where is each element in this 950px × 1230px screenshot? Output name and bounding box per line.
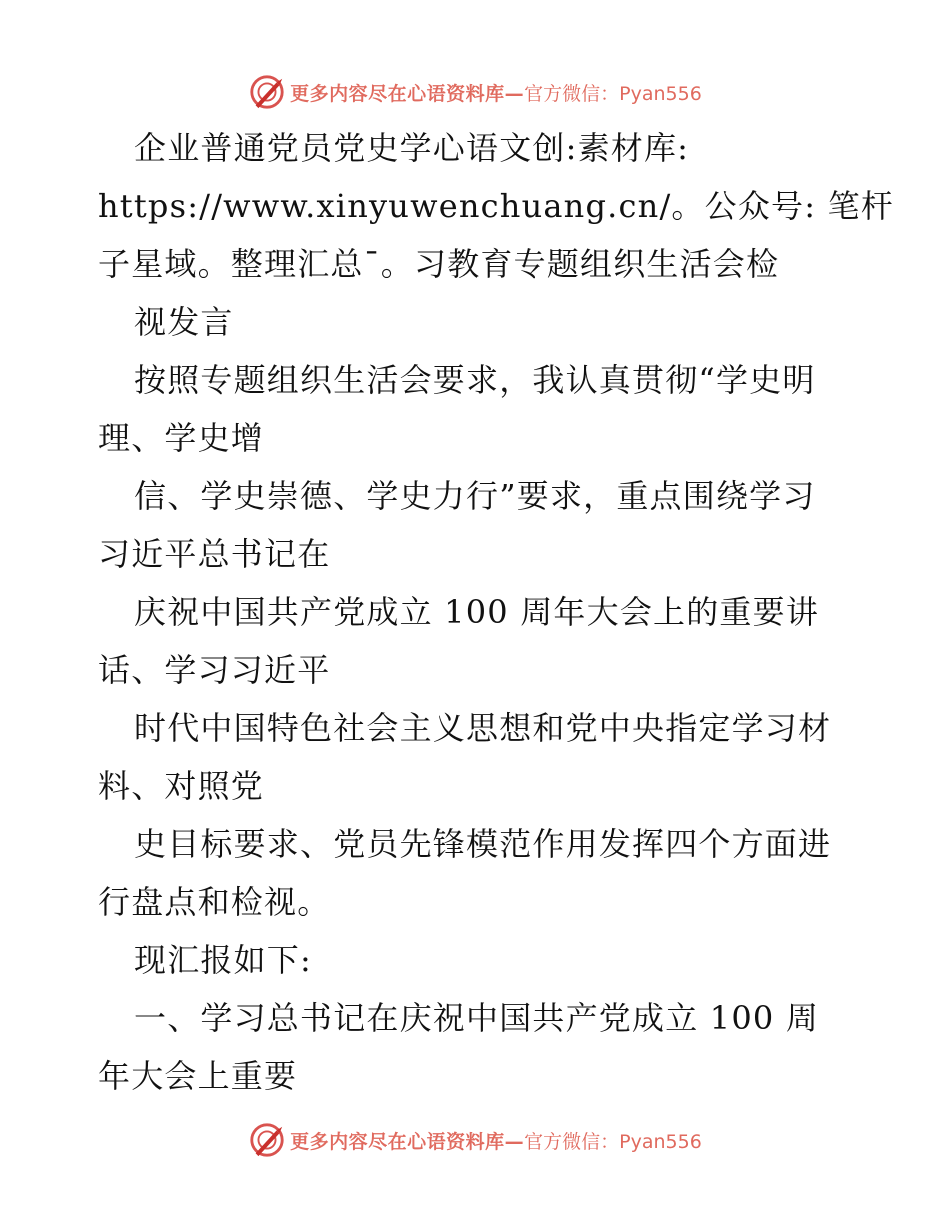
text-line: 理、学史增 <box>98 419 265 457</box>
text-line: 一、学习总书记在庆祝中国共产党成立 100 周 <box>134 999 820 1037</box>
banner-slogan: 更多内容尽在心语资料库— <box>290 82 525 105</box>
banner-wechat-id: 官方微信：Pyan556 <box>524 1130 702 1153</box>
text-line: 料、对照党 <box>98 767 265 805</box>
text-line: 史目标要求、党员先锋模范作用发挥四个方面进 <box>134 825 832 863</box>
text-line: 行盘点和检视。 <box>98 883 331 921</box>
brand-logo-icon <box>248 1121 286 1159</box>
text-line: 按照专题组织生活会要求，我认真贯彻“学史明 <box>134 361 816 399</box>
text-line: 企业普通党员党史学心语文创:素材库: <box>134 129 690 167</box>
banner-wechat-id: 官方微信：Pyan556 <box>524 82 702 105</box>
text-line: 现汇报如下: <box>134 941 312 979</box>
text-line: 信、学史崇德、学史力行”要求，重点围绕学习 <box>134 477 816 515</box>
text-line: 子星域。整理汇总¯。习教育专题组织生活会检 <box>98 245 780 283</box>
text-line: https://www.xinyuwenchuang.cn/。公众号: 笔杆 <box>98 187 894 225</box>
text-line: 时代中国特色社会主义思想和党中央指定学习材 <box>134 709 832 747</box>
text-line: 年大会上重要 <box>98 1057 298 1095</box>
header-banner <box>0 70 950 114</box>
text-line: 庆祝中国共产党成立 100 周年大会上的重要讲 <box>134 593 820 631</box>
banner-slogan: 更多内容尽在心语资料库— <box>290 1130 525 1153</box>
footer-banner <box>0 1118 950 1162</box>
text-line: 话、学习习近平 <box>98 651 331 689</box>
text-line: 视发言 <box>134 303 234 341</box>
brand-logo-icon <box>248 73 286 111</box>
text-line: 习近平总书记在 <box>98 535 331 573</box>
